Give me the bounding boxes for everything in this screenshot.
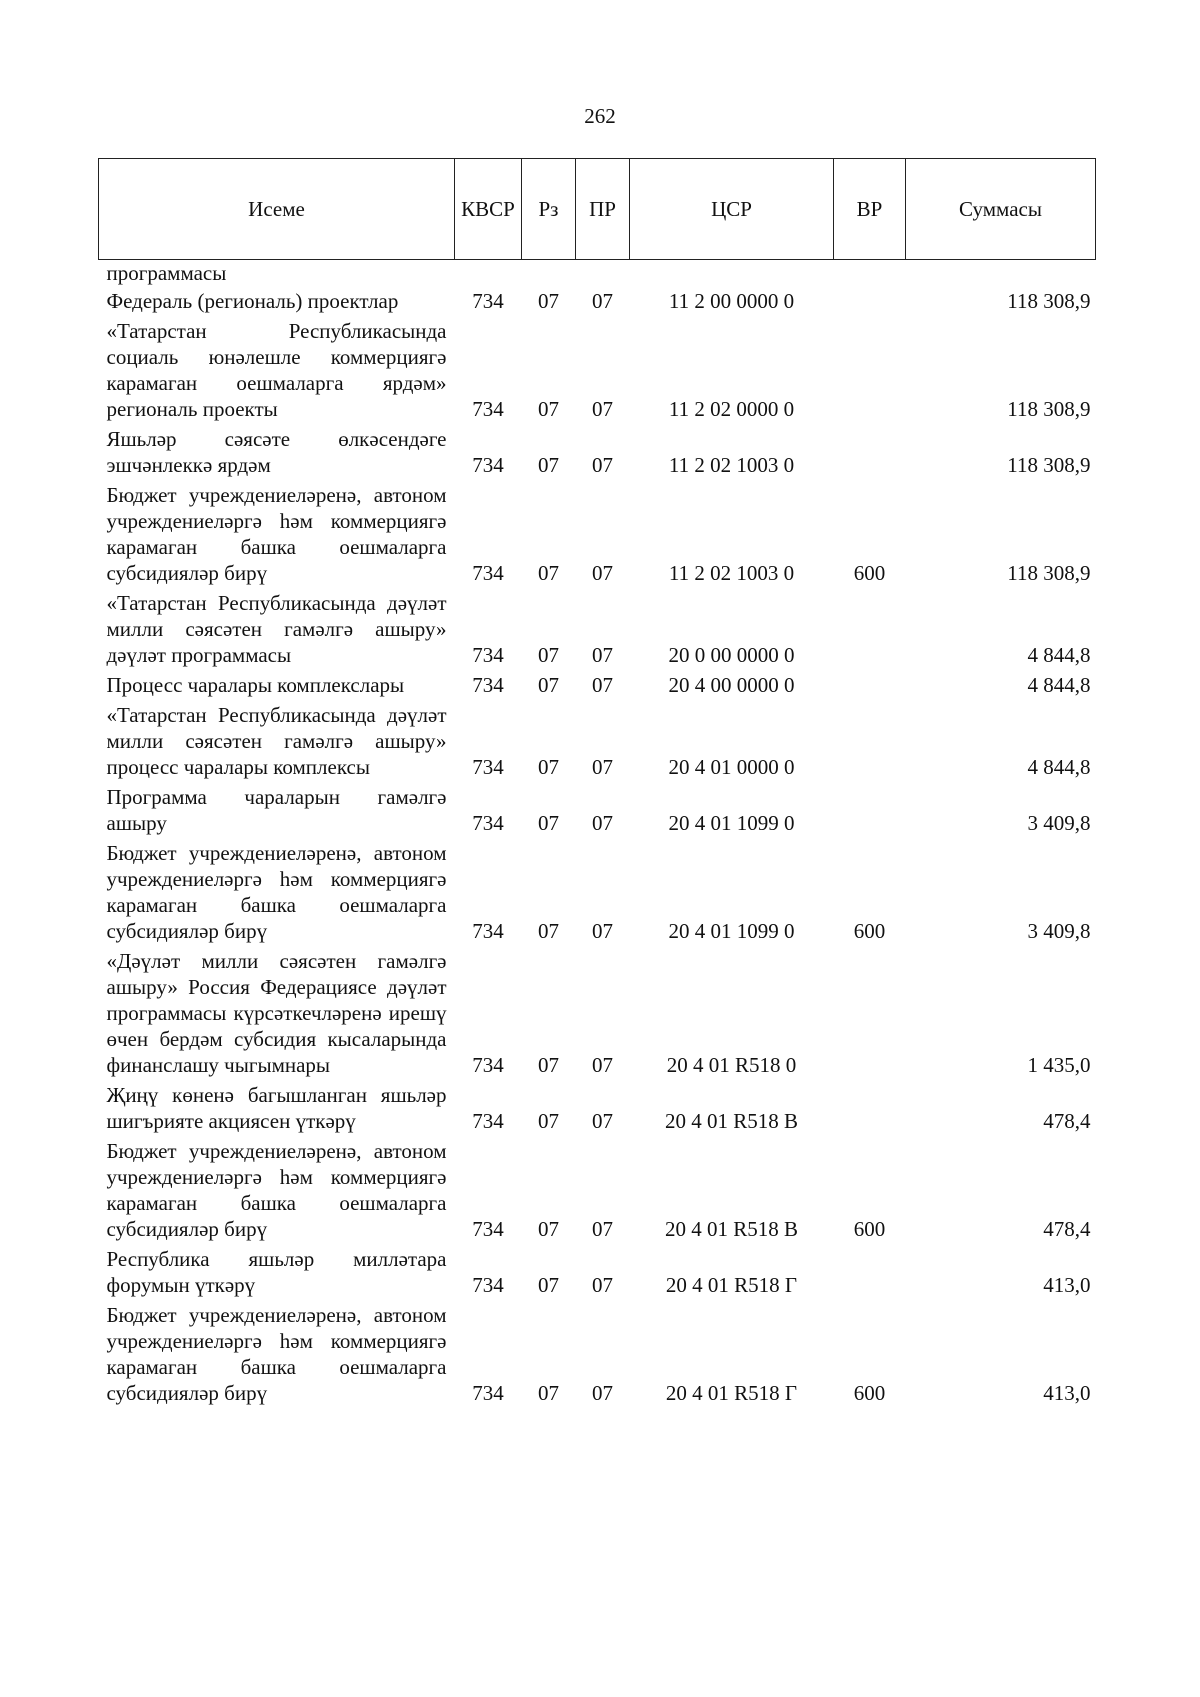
table-row bbox=[99, 586, 1096, 668]
cell-kvsr: 734 bbox=[472, 755, 504, 779]
cell-name: Җиңү көненә багышланган яшьләр шигърияте акциясен үткәрү bbox=[106, 1083, 447, 1133]
table-row bbox=[99, 478, 1096, 586]
cell-name: Бюджет учреждениеләренә, автоном учреждениеләргә һәм коммерциягә карамаган башка оешмаларга субсидияләр бирү bbox=[106, 1303, 447, 1405]
header-vr: ВР bbox=[834, 159, 906, 260]
cell-rz: 07 bbox=[538, 643, 559, 667]
table-row bbox=[99, 668, 1096, 698]
cell-vr: 600 bbox=[853, 1381, 886, 1405]
cell-csr: 20 4 01 R518 Г bbox=[665, 1273, 798, 1297]
cell-rz: 07 bbox=[538, 289, 559, 313]
cell-name: «Татарстан Республикасында дәүләт милли сәясәтен гамәлгә ашыру» процесс чаралары комплексы bbox=[106, 703, 447, 779]
cell-rz: 07 bbox=[538, 397, 559, 421]
cell-name: Процесс чаралары комплекслары bbox=[106, 673, 405, 697]
cell-vr bbox=[834, 586, 906, 668]
cell-pr: 07 bbox=[592, 1053, 613, 1077]
cell-rz: 07 bbox=[538, 919, 559, 943]
cell-vr: 600 bbox=[853, 919, 886, 943]
table-body bbox=[99, 260, 1096, 1407]
cell-vr bbox=[834, 780, 906, 836]
cell-vr bbox=[834, 1078, 906, 1134]
table-row bbox=[99, 1242, 1096, 1298]
cell-csr: 20 0 00 0000 0 bbox=[668, 643, 795, 667]
table-row bbox=[99, 1078, 1096, 1134]
cell-rz: 07 bbox=[538, 1053, 559, 1077]
cell-csr: 20 4 01 1099 0 bbox=[668, 919, 795, 943]
cell-vr: 600 bbox=[853, 1217, 886, 1241]
cell-pr: 07 bbox=[592, 811, 613, 835]
cell-vr bbox=[834, 944, 906, 1078]
budget-table bbox=[98, 158, 1096, 1406]
cell-csr: 20 4 01 1099 0 bbox=[668, 811, 795, 835]
header-row bbox=[99, 159, 1096, 260]
cell-sum: 413,0 bbox=[1043, 1273, 1091, 1297]
cell-csr: 20 4 01 R518 В bbox=[664, 1217, 798, 1241]
cell-kvsr: 734 bbox=[472, 673, 504, 697]
cell-name: Бюджет учреждениеләренә, автоном учреждениеләргә һәм коммерциягә карамаган башка оешмаларга субсидияләр бирү bbox=[106, 483, 447, 585]
cell-pr: 07 bbox=[592, 1381, 613, 1405]
cell-kvsr: 734 bbox=[472, 1053, 504, 1077]
continuation-text: программасы bbox=[106, 261, 227, 285]
cell-pr: 07 bbox=[592, 755, 613, 779]
cell-pr: 07 bbox=[592, 561, 613, 585]
cell-csr: 11 2 00 0000 0 bbox=[668, 289, 795, 313]
cell-sum: 413,0 bbox=[1043, 1381, 1091, 1405]
cell-sum: 478,4 bbox=[1043, 1217, 1091, 1241]
cell-csr: 20 4 01 R518 В bbox=[664, 1109, 798, 1133]
header-pr: ПР bbox=[576, 159, 630, 260]
cell-rz: 07 bbox=[538, 561, 559, 585]
cell-rz: 07 bbox=[538, 1381, 559, 1405]
cell-rz: 07 bbox=[538, 1273, 559, 1297]
table-row bbox=[99, 1298, 1096, 1406]
cell-sum: 118 308,9 bbox=[1007, 289, 1091, 313]
cell-kvsr: 734 bbox=[472, 1381, 504, 1405]
table-row bbox=[99, 1134, 1096, 1242]
cell-sum: 4 844,8 bbox=[1027, 755, 1091, 779]
header-rz: Рз bbox=[522, 159, 576, 260]
cell-csr: 20 4 00 0000 0 bbox=[668, 673, 795, 697]
table-row bbox=[99, 284, 1096, 314]
cell-sum: 4 844,8 bbox=[1027, 673, 1091, 697]
cell-pr: 07 bbox=[592, 289, 613, 313]
cell-csr: 20 4 01 R518 Г bbox=[665, 1381, 798, 1405]
cell-name: Республика яшьләр милләтара форумын үткәрү bbox=[106, 1247, 447, 1297]
cell-rz: 07 bbox=[538, 453, 559, 477]
page-number: 262 bbox=[584, 104, 616, 128]
cell-kvsr: 734 bbox=[472, 1109, 504, 1133]
cell-rz: 07 bbox=[538, 755, 559, 779]
cell-kvsr: 734 bbox=[472, 453, 504, 477]
cell-vr bbox=[834, 1242, 906, 1298]
cell-sum: 478,4 bbox=[1043, 1109, 1091, 1133]
cell-vr bbox=[834, 314, 906, 422]
cell-pr: 07 bbox=[592, 1109, 613, 1133]
table-row bbox=[99, 698, 1096, 780]
continuation-row bbox=[99, 260, 1096, 285]
cell-name: «Татарстан Республикасында социаль юнәлешле коммерциягә карамаган оешмаларга ярдәм» региональ проекты bbox=[106, 319, 447, 421]
cell-sum: 118 308,9 bbox=[1007, 397, 1091, 421]
cell-rz: 07 bbox=[538, 1109, 559, 1133]
cell-sum: 4 844,8 bbox=[1027, 643, 1091, 667]
cell-rz: 07 bbox=[538, 1217, 559, 1241]
cell-vr bbox=[834, 284, 906, 314]
cell-pr: 07 bbox=[592, 453, 613, 477]
cell-csr: 20 4 01 0000 0 bbox=[668, 755, 795, 779]
cell-kvsr: 734 bbox=[472, 289, 504, 313]
table-header bbox=[99, 159, 1096, 260]
cell-kvsr: 734 bbox=[472, 919, 504, 943]
header-kvsr: КВСР bbox=[455, 159, 522, 260]
cell-pr: 07 bbox=[592, 1217, 613, 1241]
cell-name: Бюджет учреждениеләренә, автоном учреждениеләргә һәм коммерциягә карамаган башка оешмаларга субсидияләр бирү bbox=[106, 841, 447, 943]
cell-kvsr: 734 bbox=[472, 1273, 504, 1297]
header-csr: ЦСР bbox=[630, 159, 834, 260]
header-name: Исеме bbox=[99, 159, 455, 260]
cell-csr: 11 2 02 0000 0 bbox=[668, 397, 795, 421]
table-row bbox=[99, 422, 1096, 478]
cell-sum: 1 435,0 bbox=[1027, 1053, 1091, 1077]
cell-name: Федераль (региональ) проектлар bbox=[106, 289, 399, 313]
cell-pr: 07 bbox=[592, 397, 613, 421]
cell-kvsr: 734 bbox=[472, 561, 504, 585]
cell-vr bbox=[834, 422, 906, 478]
cell-vr: 600 bbox=[853, 561, 886, 585]
cell-kvsr: 734 bbox=[472, 643, 504, 667]
cell-sum: 3 409,8 bbox=[1027, 919, 1091, 943]
cell-rz: 07 bbox=[538, 673, 559, 697]
cell-vr bbox=[834, 668, 906, 698]
cell-pr: 07 bbox=[592, 673, 613, 697]
table-row bbox=[99, 944, 1096, 1078]
cell-pr: 07 bbox=[592, 643, 613, 667]
cell-kvsr: 734 bbox=[472, 1217, 504, 1241]
cell-pr: 07 bbox=[592, 1273, 613, 1297]
cell-name: Яшьләр сәясәте өлкәсендәге эшчәнлеккә ярдәм bbox=[106, 427, 447, 477]
header-sum: Суммасы bbox=[906, 159, 1096, 260]
cell-name: «Татарстан Республикасында дәүләт милли сәясәтен гамәлгә ашыру» дәүләт программасы bbox=[106, 591, 447, 667]
table-row bbox=[99, 780, 1096, 836]
cell-kvsr: 734 bbox=[472, 811, 504, 835]
cell-pr: 07 bbox=[592, 919, 613, 943]
cell-csr: 11 2 02 1003 0 bbox=[668, 561, 795, 585]
cell-csr: 11 2 02 1003 0 bbox=[668, 453, 795, 477]
cell-name: Бюджет учреждениеләренә, автоном учреждениеләргә һәм коммерциягә карамаган башка оешмаларга субсидияләр бирү bbox=[106, 1139, 447, 1241]
cell-sum: 118 308,9 bbox=[1007, 453, 1091, 477]
cell-vr bbox=[834, 698, 906, 780]
cell-kvsr: 734 bbox=[472, 397, 504, 421]
cell-name: Программа чараларын гамәлгә ашыру bbox=[106, 785, 447, 835]
cell-sum: 118 308,9 bbox=[1007, 561, 1091, 585]
cell-csr: 20 4 01 R518 0 bbox=[666, 1053, 797, 1077]
cell-name: «Дәүләт милли сәясәтен гамәлгә ашыру» Россия Федерациясе дәүләт программасы күрсәткечләренә ирешү өчен бердәм субсидия кысаларында финанслашу чыгымнары bbox=[106, 949, 447, 1077]
table-row bbox=[99, 836, 1096, 944]
cell-sum: 3 409,8 bbox=[1027, 811, 1091, 835]
cell-rz: 07 bbox=[538, 811, 559, 835]
table-row bbox=[99, 314, 1096, 422]
